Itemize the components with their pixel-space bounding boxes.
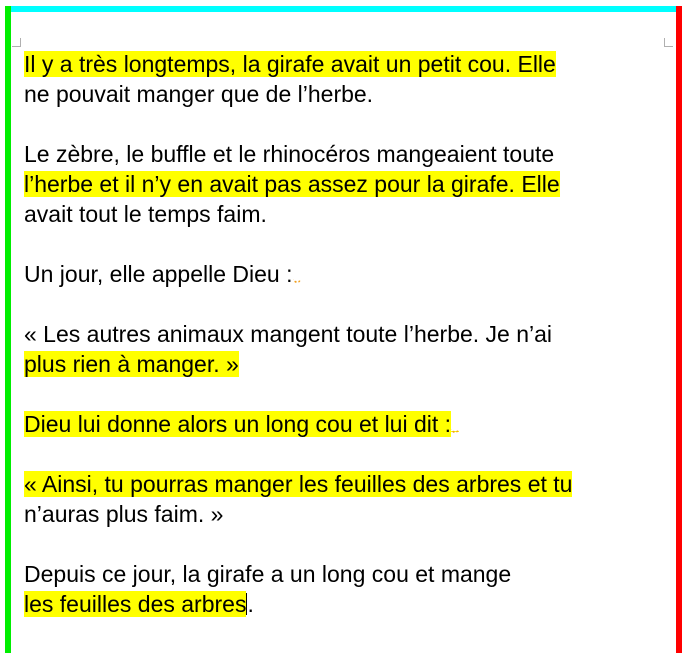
text-line: avait tout le temps faim. <box>24 201 267 227</box>
paragraph-7 <box>24 559 674 619</box>
paragraph-6 <box>24 469 674 529</box>
text-line: n’auras plus faim. » <box>24 501 224 527</box>
right-color-bar <box>676 6 682 653</box>
text-line: Le zèbre, le buffle et le rhinocéros mangeaient toute <box>24 141 555 167</box>
paragraph-1 <box>24 49 674 109</box>
paragraph-3 <box>24 259 674 289</box>
text-line: Depuis ce jour, la girafe a un long cou et mange <box>24 561 512 587</box>
text-line: plus rien à manger. » <box>24 351 239 377</box>
spellcheck-mark-icon[interactable] <box>451 431 459 432</box>
paragraph-2 <box>24 139 674 229</box>
text-line: Dieu lui donne alors un long cou et lui dit : <box>24 411 452 437</box>
text-line: « Les autres animaux mangent toute l’herbe. Je n’ai <box>24 321 553 347</box>
margin-corner-mark-left <box>12 38 21 47</box>
text-line: les feuilles des arbres <box>24 591 247 617</box>
text-line: Un jour, elle appelle Dieu : <box>24 261 293 287</box>
text-line-end: . <box>247 591 254 617</box>
left-color-bar <box>5 6 11 653</box>
top-color-bar <box>5 6 679 12</box>
text-line: l’herbe et il n’y en avait pas assez pour la girafe. Elle <box>24 171 560 197</box>
spellcheck-mark-icon[interactable] <box>293 281 301 282</box>
paragraph-4 <box>24 319 674 379</box>
text-line: Il y a très longtemps, la girafe avait un petit cou. Elle <box>24 51 556 77</box>
paragraph-5 <box>24 409 674 439</box>
margin-corner-mark-right <box>664 38 673 47</box>
text-line: ne pouvait manger que de l’herbe. <box>24 81 374 107</box>
text-line: « Ainsi, tu pourras manger les feuilles des arbres et tu <box>24 471 573 497</box>
document-body[interactable] <box>24 49 674 649</box>
